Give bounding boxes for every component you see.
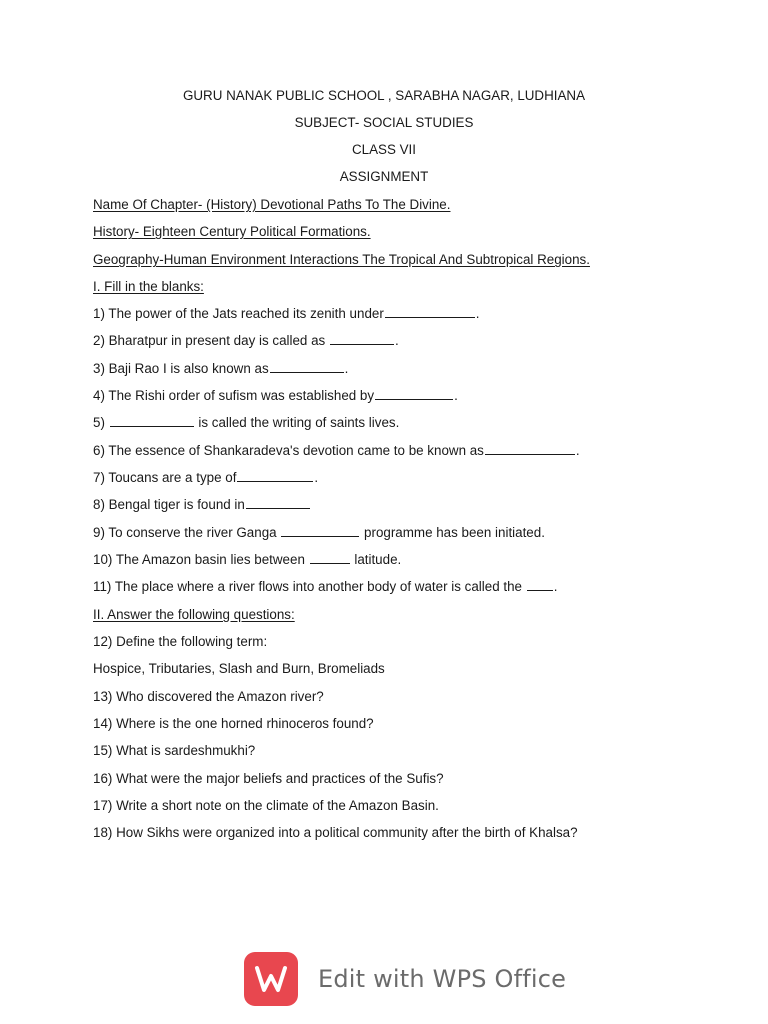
question-text-end: . [475, 306, 480, 321]
fill-blank-question [93, 332, 399, 350]
question-12: 12) Define the following term: [93, 634, 268, 649]
question-text-end: is called the writing of saints lives. [194, 415, 400, 430]
question-14: 14) Where is the one horned rhinoceros found? [93, 716, 374, 731]
question-text-end: . [575, 443, 580, 458]
fill-blank-question [93, 469, 318, 487]
fill-blank-question [93, 578, 557, 596]
fill-blank-question [93, 305, 480, 323]
school-name: GURU NANAK PUBLIC SCHOOL , SARABHA NAGAR, LUDHIANA [182, 88, 586, 103]
question-text: 7) Toucans are a type of [93, 470, 237, 485]
fill-blank-question [93, 442, 580, 460]
wps-logo-icon [244, 952, 298, 1006]
question-text-end: . [394, 333, 399, 348]
fill-blank-question [93, 496, 311, 514]
question-text: 4) The Rishi order of sufism was established by [93, 388, 375, 403]
term-list: Hospice, Tributaries, Slash and Burn, Bromeliads [93, 661, 385, 676]
question-text: 6) The essence of Shankaradeva's devotion came to be known as [93, 443, 484, 458]
question-text-end: programme has been initiated. [360, 525, 545, 540]
question-16: 16) What were the major beliefs and practices of the Sufis? [93, 771, 444, 786]
wps-watermark[interactable] [244, 952, 566, 1006]
chapter-line-1: Name Of Chapter- (History) Devotional Paths To The Divine. [93, 197, 451, 212]
answer-blank [385, 305, 475, 318]
question-text: 1) The power of the Jats reached its zenith under [93, 306, 384, 321]
answer-blank [485, 442, 575, 455]
question-text: 5) [93, 415, 109, 430]
question-text-end: . [314, 470, 319, 485]
answer-blank [375, 387, 453, 400]
fill-blank-question [93, 551, 401, 569]
answer-blank [281, 524, 359, 537]
question-text: 11) The place where a river flows into another body of water is called the [93, 579, 526, 594]
subject-title: SUBJECT- SOCIAL STUDIES [294, 115, 474, 130]
answer-blank [237, 469, 313, 482]
answer-blank [110, 414, 194, 427]
chapter-line-2: History- Eighteen Century Political Formations. [93, 224, 371, 239]
question-text: 10) The Amazon basin lies between [93, 552, 309, 567]
class-title: CLASS VII [351, 142, 416, 157]
question-13: 13) Who discovered the Amazon river? [93, 689, 324, 704]
answer-blank [310, 551, 350, 564]
fill-blank-question [93, 414, 399, 432]
question-text-end: . [553, 579, 558, 594]
answer-blank [246, 496, 310, 509]
question-text-end: latitude. [350, 552, 402, 567]
fill-blank-question [93, 524, 545, 542]
wps-watermark-text: Edit with WPS Office [318, 965, 567, 993]
answer-blank [527, 578, 553, 591]
question-15: 15) What is sardeshmukhi? [93, 743, 256, 758]
fill-blank-question [93, 360, 348, 378]
fill-blank-question [93, 387, 458, 405]
answer-blank [270, 360, 344, 373]
question-text: 3) Baji Rao I is also known as [93, 361, 269, 376]
answer-blank [330, 332, 394, 345]
question-text: 2) Bharatpur in present day is called as [93, 333, 329, 348]
question-18: 18) How Sikhs were organized into a political community after the birth of Khalsa? [93, 825, 578, 840]
section-2-heading: II. Answer the following questions: [93, 607, 295, 622]
question-text-end: . [454, 388, 458, 403]
section-1-heading: I. Fill in the blanks: [93, 279, 204, 294]
chapter-line-3: Geography-Human Environment Interactions The Tropical And Subtropical Regions. [93, 252, 590, 267]
question-text: 8) Bengal tiger is found in [93, 497, 245, 512]
question-text-end: . [344, 361, 349, 376]
question-text: 9) To conserve the river Ganga [93, 525, 281, 540]
question-17: 17) Write a short note on the climate of the Amazon Basin. [93, 798, 439, 813]
assignment-title: ASSIGNMENT [339, 169, 429, 184]
